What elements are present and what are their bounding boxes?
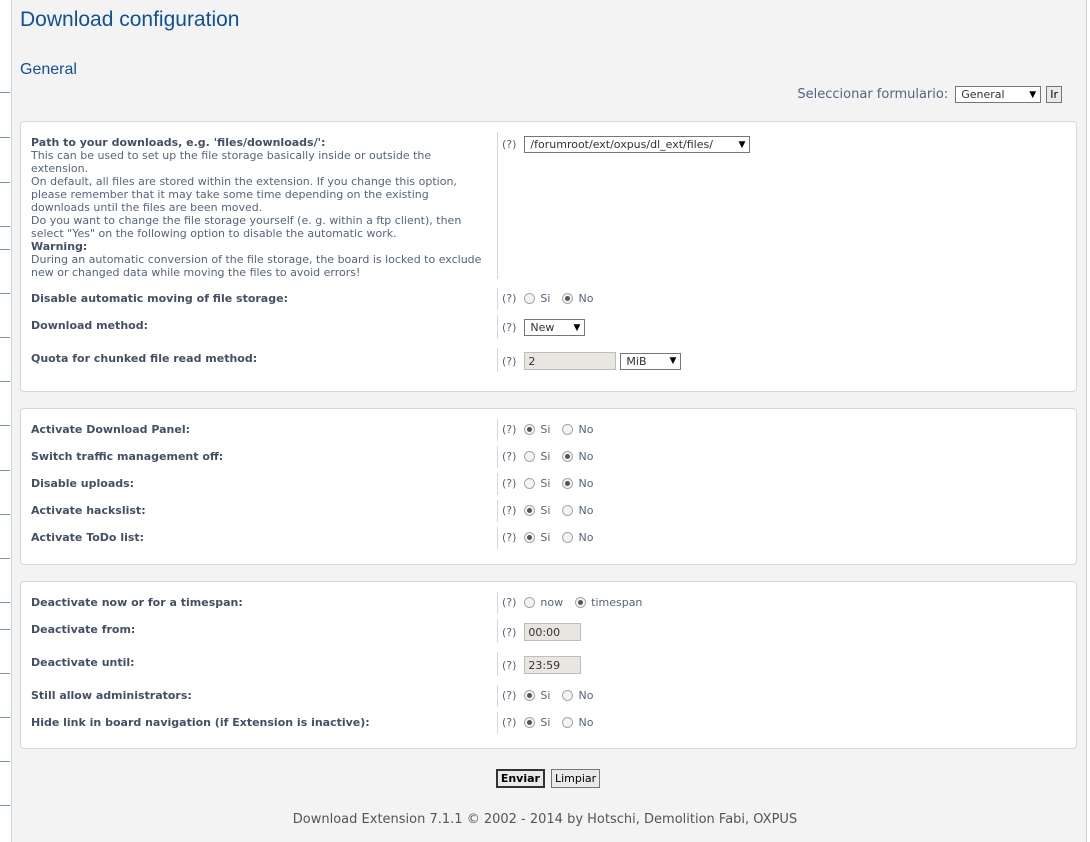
radio-button-icon	[562, 451, 573, 462]
settings-panel-storage	[20, 121, 1077, 392]
setting-control	[502, 352, 681, 370]
right-scroll-edge	[1086, 0, 1090, 842]
sidebar-tick	[0, 761, 10, 762]
sidebar-tick	[0, 425, 10, 426]
desc-line: During an automatic conversion of the file storage, the board is locked to exclude new or changed data while moving the files to avoid errors!	[31, 253, 482, 279]
setting-row-deactivate	[21, 596, 1076, 610]
radio-now[interactable]	[524, 596, 563, 609]
radio-label: now	[540, 596, 564, 609]
sidebar-tick	[0, 514, 10, 515]
setting-description	[31, 149, 491, 279]
radio-label: Si	[540, 689, 551, 702]
radio-label: No	[578, 477, 594, 490]
path-select[interactable]	[524, 136, 750, 153]
sidebar-tick	[0, 92, 10, 93]
radio-button-icon	[524, 505, 535, 516]
help-link[interactable]: (?)	[502, 292, 517, 305]
reset-button[interactable]: Limpiar	[551, 769, 600, 788]
help-link[interactable]: (?)	[502, 531, 517, 544]
radio-button-icon	[524, 597, 535, 608]
help-link[interactable]: (?)	[502, 354, 517, 368]
radio-button-icon	[524, 424, 535, 435]
radio-label: Si	[540, 504, 551, 517]
row-divider	[497, 712, 498, 734]
setting-row-deactivate-from	[21, 623, 1076, 637]
sidebar-tick	[0, 226, 10, 227]
radio-button-icon	[524, 532, 535, 543]
radio-yes[interactable]	[524, 716, 550, 729]
page-subtitle: General	[20, 61, 77, 78]
go-button[interactable]: Ir	[1046, 86, 1062, 103]
deactivate-until-input[interactable]: 23:59	[524, 656, 581, 674]
radio-button-icon	[562, 532, 573, 543]
setting-row-hacklist	[21, 504, 1076, 518]
method-select[interactable]	[524, 319, 585, 336]
radio-no[interactable]	[562, 450, 593, 463]
radio-no[interactable]	[562, 689, 593, 702]
method-select-value: New	[530, 321, 555, 334]
setting-control	[502, 423, 605, 436]
quota-unit-value: MiB	[626, 354, 647, 368]
radio-label: Si	[540, 450, 551, 463]
chevron-down-icon: ▼	[1029, 89, 1037, 100]
setting-control	[502, 504, 605, 517]
radio-button-icon	[524, 451, 535, 462]
radio-yes[interactable]	[524, 531, 550, 544]
radio-button-icon	[524, 690, 535, 701]
submit-button[interactable]: Enviar	[496, 769, 545, 788]
form-select-dropdown[interactable]	[955, 86, 1041, 103]
radio-yes[interactable]	[524, 423, 550, 436]
radio-label: No	[578, 689, 594, 702]
setting-control	[502, 656, 581, 674]
setting-control	[502, 596, 654, 609]
quota-input[interactable]: 2	[524, 352, 616, 370]
help-link[interactable]: (?)	[502, 658, 517, 672]
help-link[interactable]: (?)	[502, 625, 517, 639]
setting-row-traffic	[21, 450, 1076, 464]
row-divider	[497, 473, 498, 495]
radio-button-icon	[575, 597, 586, 608]
quota-unit-select[interactable]	[620, 353, 681, 370]
radio-label: Si	[540, 423, 551, 436]
sidebar-tick	[0, 293, 10, 294]
setting-control	[502, 716, 605, 729]
radio-button-icon	[524, 478, 535, 489]
setting-row-disable-moving	[21, 292, 1076, 306]
form-selector	[797, 86, 1062, 103]
setting-row-allow-admins	[21, 689, 1076, 703]
radio-label: Si	[540, 292, 551, 305]
radio-no[interactable]	[562, 292, 593, 305]
radio-button-icon	[524, 717, 535, 728]
setting-row-download-panel	[21, 423, 1076, 437]
sidebar-tick	[0, 673, 10, 674]
radio-label: timespan	[591, 596, 643, 609]
row-divider	[497, 446, 498, 468]
setting-label: Disable automatic moving of file storage:	[31, 292, 288, 305]
row-divider	[497, 685, 498, 707]
help-link[interactable]: (?)	[502, 716, 517, 729]
radio-button-icon	[562, 717, 573, 728]
help-link[interactable]: (?)	[502, 423, 517, 436]
help-link[interactable]: (?)	[502, 596, 517, 609]
path-select-value: /forumroot/ext/oxpus/dl_ext/files/	[530, 138, 713, 151]
radio-button-icon	[562, 478, 573, 489]
desc-line: Do you want to change the file storage yourself (e. g. within a ftp client), then select "Yes" on the following option to disable the automatic work.	[31, 214, 462, 240]
radio-label: No	[578, 716, 594, 729]
sidebar-tick	[0, 717, 10, 718]
sidebar-tick	[0, 137, 10, 138]
row-divider	[497, 500, 498, 522]
chevron-down-icon: ▼	[738, 139, 746, 150]
setting-control	[502, 319, 585, 336]
desc-line: This can be used to set up the file storage basically inside or outside the extension.	[31, 149, 432, 175]
radio-label: No	[578, 292, 594, 305]
setting-label: Quota for chunked file read method:	[31, 352, 258, 365]
setting-row-uploads	[21, 477, 1076, 491]
radio-yes[interactable]	[524, 477, 550, 490]
sidebar-tick	[0, 602, 10, 603]
setting-row-quota	[21, 352, 1076, 366]
radio-no[interactable]	[562, 477, 593, 490]
radio-label: No	[578, 450, 594, 463]
sidebar-tick	[0, 470, 10, 471]
radio-yes[interactable]	[524, 292, 550, 305]
help-link[interactable]: (?)	[502, 321, 517, 334]
row-divider	[497, 348, 498, 372]
radio-no[interactable]	[562, 423, 593, 436]
help-link[interactable]: (?)	[502, 138, 517, 151]
desc-line: On default, all files are stored within the extension. If you change this option, please remember that it may take some time depending on the existing downloads until the files are been moved.	[31, 175, 457, 214]
help-link[interactable]: (?)	[502, 477, 517, 490]
setting-row-todo	[21, 531, 1076, 545]
setting-label-path	[31, 136, 491, 279]
help-link[interactable]: (?)	[502, 689, 517, 702]
radio-label: No	[578, 423, 594, 436]
radio-no[interactable]	[562, 531, 593, 544]
sidebar-tick	[0, 249, 10, 250]
radio-yes[interactable]	[524, 689, 550, 702]
row-divider	[497, 419, 498, 441]
radio-label: Si	[540, 477, 551, 490]
setting-control-path	[502, 136, 750, 153]
radio-yes[interactable]	[524, 504, 550, 517]
setting-row-method	[21, 319, 1076, 333]
help-link[interactable]: (?)	[502, 504, 517, 517]
row-divider	[497, 527, 498, 549]
setting-control	[502, 531, 605, 544]
radio-no[interactable]	[562, 716, 593, 729]
radio-label: Si	[540, 716, 551, 729]
setting-control	[502, 292, 605, 305]
setting-label-text: Path to your downloads, e.g. 'files/downloads/':	[31, 136, 326, 149]
radio-no[interactable]	[562, 504, 593, 517]
page-title: Download configuration	[20, 8, 240, 31]
row-divider	[497, 132, 498, 279]
form-selector-label: Seleccionar formulario:	[797, 87, 949, 102]
setting-label: Hide link in board navigation (if Extension is inactive):	[31, 716, 370, 729]
chevron-down-icon: ▼	[573, 322, 581, 333]
radio-button-icon	[524, 293, 535, 304]
warning-label: Warning:	[31, 240, 88, 253]
sidebar-tick	[0, 182, 10, 183]
sidebar-tick	[0, 558, 10, 559]
radio-button-icon	[562, 424, 573, 435]
setting-row-deactivate-until	[21, 656, 1076, 670]
radio-button-icon	[562, 293, 573, 304]
setting-label: Switch traffic management off:	[31, 450, 224, 463]
sidebar-tick	[0, 337, 10, 338]
setting-label: Deactivate until:	[31, 656, 135, 669]
settings-panel-features	[20, 408, 1077, 565]
setting-label: Download method:	[31, 319, 148, 332]
setting-label: Activate ToDo list:	[31, 531, 145, 544]
deactivate-from-input[interactable]: 00:00	[524, 623, 581, 641]
setting-label: Deactivate from:	[31, 623, 136, 636]
setting-label: Disable uploads:	[31, 477, 135, 490]
setting-control	[502, 623, 581, 641]
row-divider	[497, 619, 498, 643]
sidebar-tick	[0, 381, 10, 382]
form-buttons	[0, 769, 1090, 788]
radio-timespan[interactable]	[575, 596, 642, 609]
radio-label: No	[578, 504, 594, 517]
setting-control	[502, 450, 605, 463]
sidebar-tick	[0, 629, 10, 630]
row-divider	[497, 592, 498, 614]
footer-copyright: Download Extension 7.1.1 © 2002 - 2014 by Hotschi, Demolition Fabi, OXPUS	[292, 812, 798, 827]
setting-label: Deactivate now or for a timespan:	[31, 596, 243, 609]
row-divider	[497, 652, 498, 676]
chevron-down-icon: ▼	[669, 356, 677, 366]
setting-label: Still allow administrators:	[31, 689, 192, 702]
help-link[interactable]: (?)	[502, 450, 517, 463]
radio-button-icon	[562, 505, 573, 516]
setting-row-path	[21, 136, 1076, 281]
setting-row-hide-link	[21, 716, 1076, 730]
setting-label: Activate Download Panel:	[31, 423, 190, 436]
row-divider	[497, 315, 498, 339]
left-sidebar-edge	[0, 0, 12, 842]
radio-yes[interactable]	[524, 450, 550, 463]
form-select-value: General	[961, 88, 1005, 101]
sidebar-tick	[0, 805, 10, 806]
row-divider	[497, 288, 498, 310]
settings-panel-deactivation	[20, 581, 1077, 749]
radio-button-icon	[562, 690, 573, 701]
setting-label: Activate hackslist:	[31, 504, 146, 517]
radio-label: No	[578, 531, 594, 544]
setting-control	[502, 477, 605, 490]
setting-control	[502, 689, 605, 702]
radio-label: Si	[540, 531, 551, 544]
